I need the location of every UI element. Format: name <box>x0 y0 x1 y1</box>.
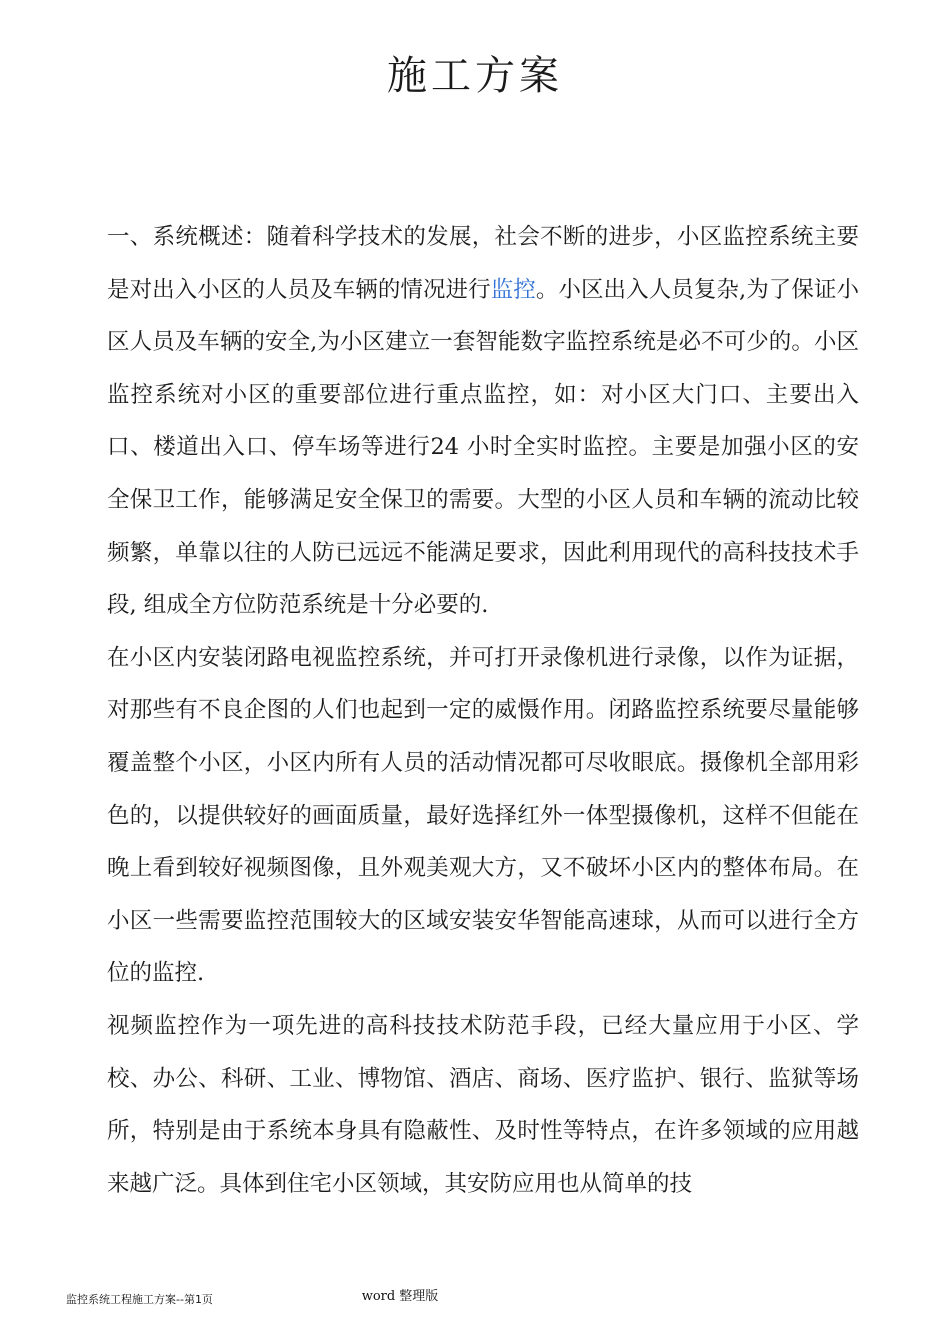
paragraph-applications: 视频监控作为一项先进的高科技技术防范手段，已经大量应用于小区、学校、办公、科研、工业、博物馆、酒店、商场、医疗监护、银行、监狱等场所，特别是由于系统本身具有隐蔽性、及时性等特点，在许多领域的应用越来越广泛。具体到住宅小区领域，其安防应用也从简单的技 <box>107 1012 859 1197</box>
page-title: 施工方案 <box>387 53 563 99</box>
paragraph-overview-text-end: 。小区出入人员复杂,为了保证小区人员及车辆的安全,为小区建立一套智能数字监控系统是必不可少的。小区监控系统对小区的重要部位进行重点监控，如：对小区大门口、主要出入口、楼道出入口、停车场等进行24 小时全实时监控。主要是加强小区的安全保卫工作，能够满足安全保卫的需要。大型的小区人员和车辆的流动比较频繁，单靠以往的人防已远远不能满足要求，因此利用现代的高科技技术手段, 组成全方位防范系统是十分必要的. <box>107 276 859 619</box>
footer-version-label: word 整理版 <box>361 1289 439 1304</box>
paragraph-overview <box>107 211 859 632</box>
footer-page-label: 监控系统工程施工方案--第1页 <box>66 1293 213 1306</box>
document-body <box>107 211 859 1210</box>
paragraph-overview-text-start: 一、系统概述：随着科学技术的发展，社会不断的进步，小区监控系统主要是对出入小区的人员及车辆的情况进行 <box>107 224 859 303</box>
paragraph-installation: 在小区内安装闭路电视监控系统，并可打开录像机进行录像，以作为证据，对那些有不良企图的人们也起到一定的威慑作用。闭路监控系统要尽量能够覆盖整个小区，小区内所有人员的活动情况都可尽收眼底。摄像机全部用彩色的，以提供较好的画面质量，最好选择红外一体型摄像机，这样不但能在晚上看到较好视频图像，且外观美观大方，又不破坏小区内的整体布局。在小区一些需要监控范围较大的区域安装安华智能高速球，从而可以进行全方位的监控. <box>107 644 859 987</box>
monitoring-link[interactable]: 监控 <box>490 276 536 303</box>
